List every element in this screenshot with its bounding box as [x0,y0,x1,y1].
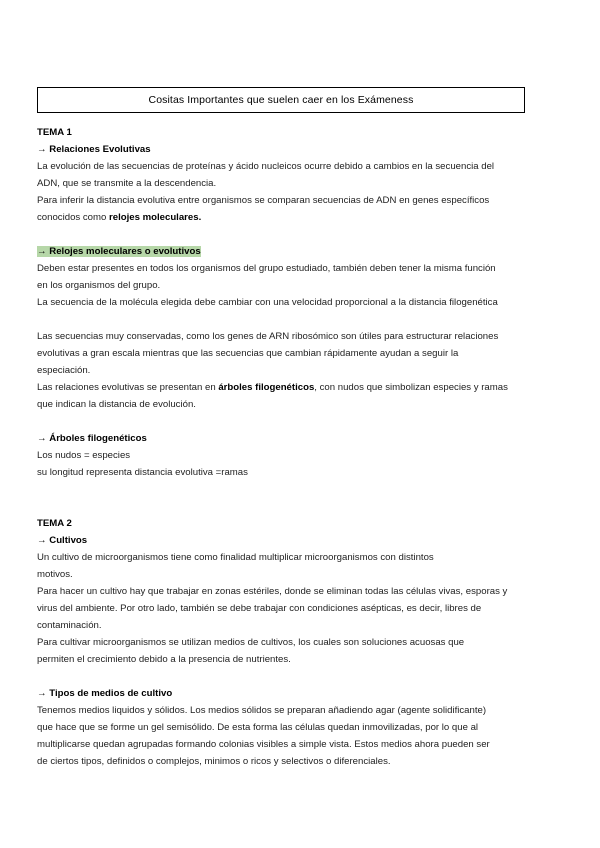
paragraph-line [37,379,537,396]
paragraph-line: de ciertos tipos, definidos o complejos, minimos o ricos y selectivos o diferenciales. [37,756,391,767]
paragraph-line: especiación. [37,365,91,376]
paragraph-line: Deben estar presentes en todos los organismos del grupo estudiado, también deben tener la misma función [37,263,496,274]
paragraph-line: La secuencia de la molécula elegida debe cambiar con una velocidad proporcional a la distancia filogenética [37,297,498,308]
text-span: conocidos como [37,212,109,223]
paragraph-line: Las secuencias muy conservadas, como los genes de ARN ribosómico son útiles para estructurar relaciones [37,331,499,342]
tema1-heading: TEMA 1 [37,127,72,138]
relojes-heading-row [37,243,537,260]
paragraph-line: ADN, que se transmite a la descendencia. [37,178,217,189]
paragraph-line: Los nudos = especies [37,450,131,461]
paragraph-line: Para cultivar microorganismos se utilizan medios de cultivos, los cuales son soluciones acuosas que [37,637,465,648]
paragraph-line: Un cultivo de microorganismos tiene como finalidad multiplicar microorganismos con distintos [37,552,434,563]
paragraph-line: que indican la distancia de evolución. [37,399,196,410]
bold-term: árboles filogenéticos [218,382,315,393]
paragraph-line: Para inferir la distancia evolutiva entre organismos se comparan secuencias de ADN en genes específicos [37,195,490,206]
text-span: Las relaciones evolutivas se presentan en [37,382,219,393]
relojes-heading: → Relojes moleculares o evolutivos [37,246,201,257]
document-body [37,124,537,770]
arboles-heading: → Árboles filogenéticos [37,433,147,444]
document-title-box [37,87,525,113]
tema2-heading: TEMA 2 [37,518,72,529]
document-title: Cositas Importantes que suelen caer en los Exámeness [148,94,414,106]
paragraph-line: permiten el crecimiento debido a la presencia de nutrientes. [37,654,291,665]
relaciones-heading: → Relaciones Evolutivas [37,144,151,155]
paragraph-line: en los organismos del grupo. [37,280,161,291]
cultivos-heading: → Cultivos [37,535,88,546]
paragraph-line: virus del ambiente. Por otro lado, también se debe trabajar con condiciones asépticas, es decir, libres de [37,603,482,614]
tipos-heading: → Tipos de medios de cultivo [37,688,173,699]
paragraph-line: multiplicarse quedan agrupadas formando colonias visibles a simple vista. Estos medios ahora pueden ser [37,739,490,750]
paragraph-line: evolutivas a gran escala mientras que las secuencias que cambian rápidamente ayudan a seguir la [37,348,459,359]
paragraph-line: Tenemos medios liquidos y sólidos. Los medios sólidos se preparan añadiendo agar (agente solidificante) [37,705,487,716]
paragraph-line: contaminación. [37,620,102,631]
paragraph-line: La evolución de las secuencias de proteínas y ácido nucleicos ocurre debido a cambios en la secuencia del [37,161,495,172]
text-span: , con nudos que simbolizan especies y ramas [314,382,508,393]
bold-term: relojes moleculares. [109,212,202,223]
paragraph-line: que hace que se forme un gel semisólido. De esta forma las células quedan inmovilizadas, por lo que al [37,722,479,733]
paragraph-line: su longitud representa distancia evolutiva =ramas [37,467,248,478]
paragraph-line: motivos. [37,569,73,580]
paragraph-line: Para hacer un cultivo hay que trabajar en zonas estériles, donde se eliminan todas las células vivas, esporas y [37,586,508,597]
paragraph-line [37,209,537,226]
